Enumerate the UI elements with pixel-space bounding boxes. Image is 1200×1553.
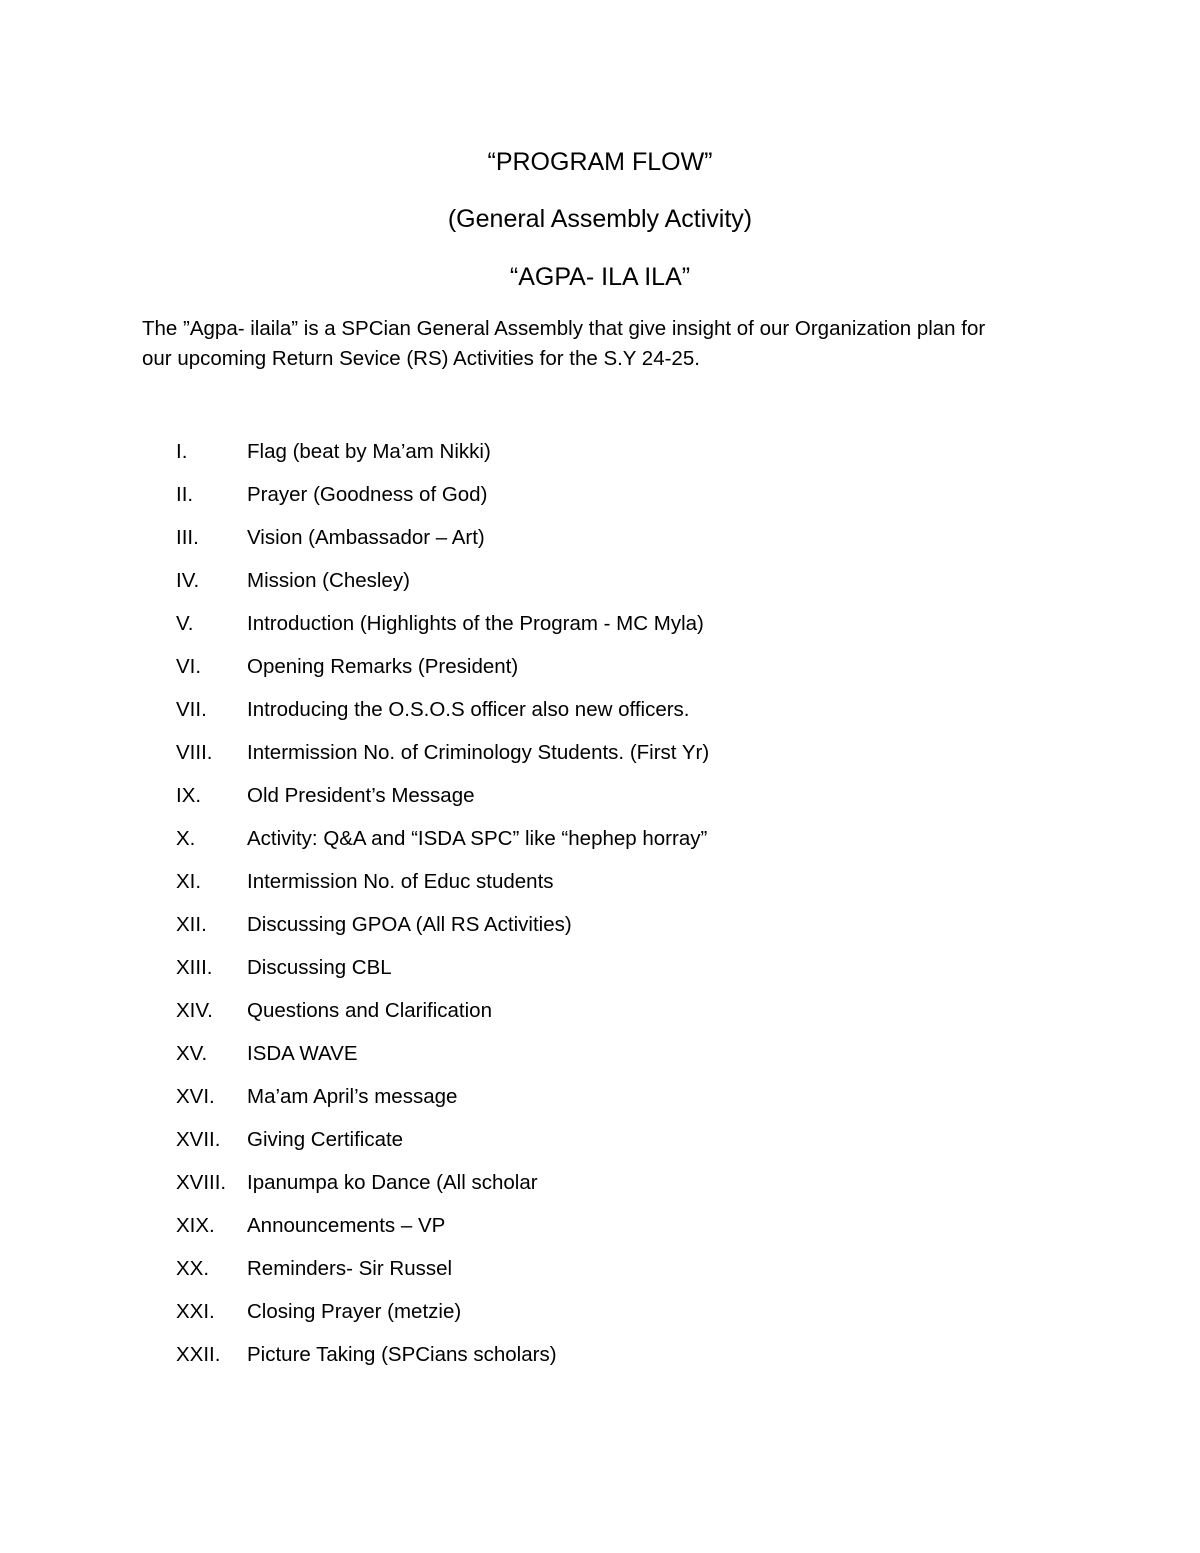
item-text: Questions and Clarification (247, 999, 492, 1022)
item-text: Activity: Q&A and “ISDA SPC” like “hephep horray” (247, 827, 708, 850)
list-item (176, 1124, 1056, 1167)
item-number: XI. (176, 870, 202, 893)
list-item (176, 651, 1056, 694)
item-text: Mission (Chesley) (247, 569, 410, 592)
list-item (176, 694, 1056, 737)
item-text: Ipanumpa ko Dance (All scholar (247, 1171, 538, 1194)
item-number: XXII. (176, 1343, 221, 1366)
list-item (176, 737, 1056, 780)
item-text: Old President’s Message (247, 784, 475, 807)
item-number: XV. (176, 1042, 208, 1065)
item-number: XXI. (176, 1300, 215, 1323)
list-item (176, 823, 1056, 866)
list-item (176, 866, 1056, 909)
list-item (176, 436, 1056, 479)
document-subtitle: (General Assembly Activity) (447, 205, 753, 233)
item-number: XVI. (176, 1085, 215, 1108)
intro-paragraph (142, 314, 1062, 374)
document-title: “PROGRAM FLOW” (487, 148, 713, 176)
list-item (176, 1253, 1056, 1296)
item-number: II. (176, 483, 194, 506)
list-item (176, 522, 1056, 565)
item-number: XIII. (176, 956, 213, 979)
item-number: XVII. (176, 1128, 221, 1151)
item-text: Discussing GPOA (All RS Activities) (247, 913, 572, 936)
item-text: Vision (Ambassador – Art) (247, 526, 485, 549)
item-number: VII. (176, 698, 207, 721)
list-item (176, 780, 1056, 823)
list-item (176, 995, 1056, 1038)
list-item (176, 1167, 1056, 1210)
item-text: Intermission No. of Criminology Students. (First Yr) (247, 741, 710, 764)
item-number: I. (176, 440, 188, 463)
item-text: Introduction (Highlights of the Program - MC Myla) (247, 612, 704, 635)
item-number: III. (176, 526, 199, 549)
list-item (176, 1296, 1056, 1339)
item-text: Intermission No. of Educ students (247, 870, 554, 893)
item-number: XIX. (176, 1214, 215, 1237)
item-number: V. (176, 612, 194, 635)
item-text: ISDA WAVE (247, 1042, 358, 1065)
list-item (176, 479, 1056, 522)
program-flow-list (176, 436, 1056, 1382)
item-number: XIV. (176, 999, 213, 1022)
item-number: IX. (176, 784, 202, 807)
item-number: IV. (176, 569, 200, 592)
item-text: Picture Taking (SPCians scholars) (247, 1343, 557, 1366)
item-text: Reminders- Sir Russel (247, 1257, 453, 1280)
item-number: XVIII. (176, 1171, 227, 1194)
event-name: “AGPA- ILA ILA” (509, 263, 691, 291)
list-item (176, 608, 1056, 651)
item-text: Opening Remarks (President) (247, 655, 519, 678)
list-item (176, 909, 1056, 952)
item-text: Closing Prayer (metzie) (247, 1300, 462, 1323)
list-item (176, 1210, 1056, 1253)
item-text: Prayer (Goodness of God) (247, 483, 488, 506)
item-number: XX. (176, 1257, 210, 1280)
item-text: Flag (beat by Ma’am Nikki) (247, 440, 491, 463)
item-number: VIII. (176, 741, 213, 764)
item-text: Ma’am April’s message (247, 1085, 458, 1108)
item-number: XII. (176, 913, 207, 936)
item-text: Introducing the O.S.O.S officer also new officers. (247, 698, 690, 721)
item-text: Discussing CBL (247, 956, 392, 979)
list-item (176, 1339, 1056, 1382)
intro-line: The ”Agpa- ilaila” is a SPCian General Assembly that give insight of our Organization plan for (142, 317, 986, 340)
item-number: VI. (176, 655, 202, 678)
list-item (176, 565, 1056, 608)
list-item (176, 952, 1056, 995)
intro-line: our upcoming Return Sevice (RS) Activities for the S.Y 24-25. (142, 347, 700, 370)
item-text: Announcements – VP (247, 1214, 446, 1237)
item-number: X. (176, 827, 196, 850)
list-item (176, 1081, 1056, 1124)
item-text: Giving Certificate (247, 1128, 404, 1151)
list-item (176, 1038, 1056, 1081)
